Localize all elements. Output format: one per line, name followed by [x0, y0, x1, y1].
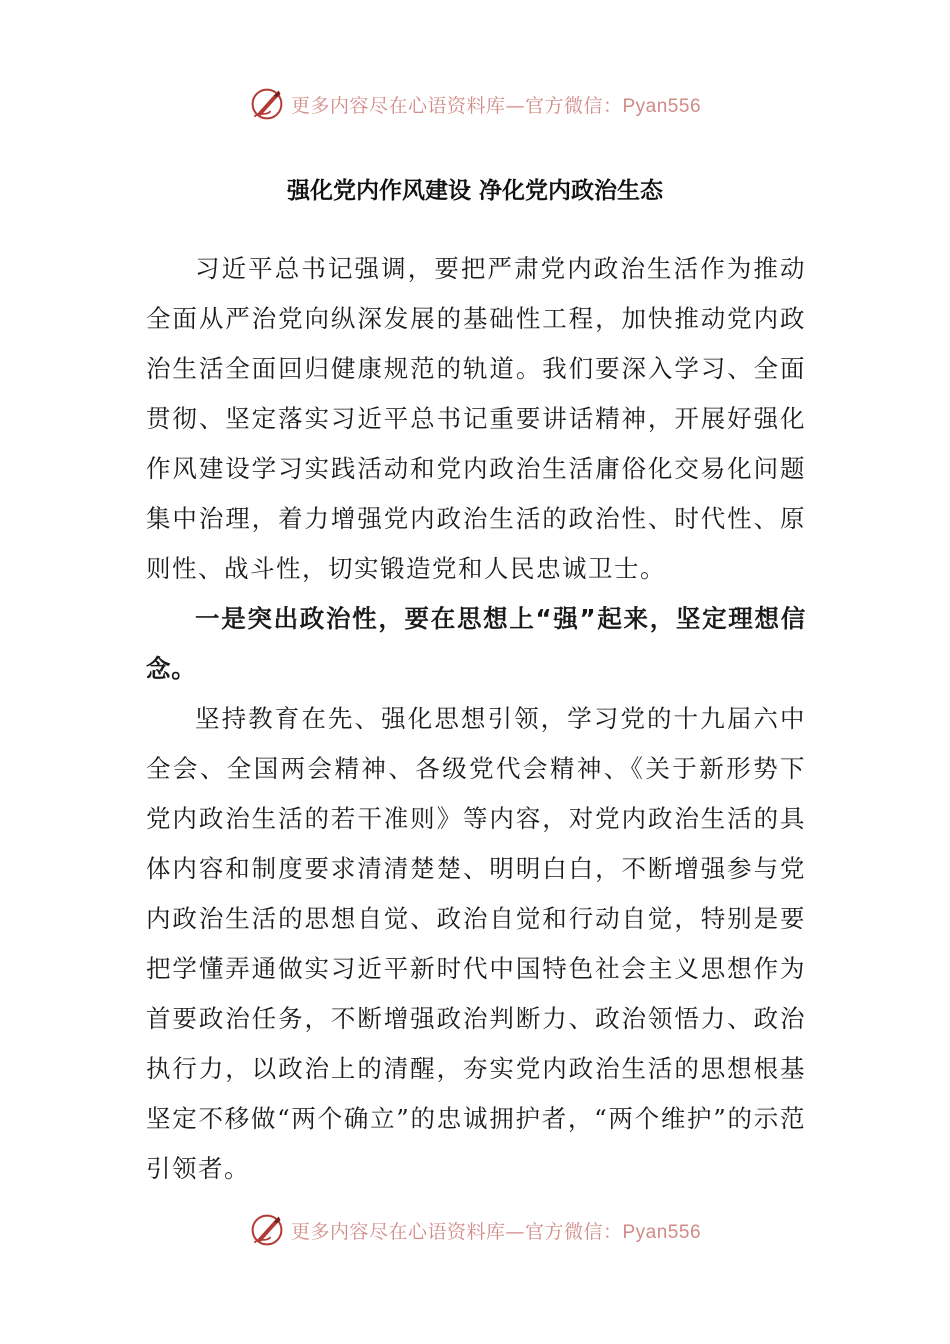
- banner-text: 更多内容尽在心语资料库—官方微信：Pyan556: [290, 94, 702, 117]
- footer-watermark-banner: [0, 1210, 950, 1250]
- header-watermark-banner: [0, 84, 950, 124]
- pen-logo-icon: [249, 86, 285, 122]
- intro-paragraph: 习近平总书记强调，要把严肃党内政治生活作为推动全面从严治党向纵深发展的基础性工程，加快推动党内政治生活全面回归健康规范的轨道。我们要深入学习、全面贯彻、坚定落实习近平总书记重要讲话精神，开展好强化作风建设学习实践活动和党内政治生活庸俗化交易化问题集中治理，着力增强党内政治生活的政治性、时代性、原则性、战斗性，切实锻造党和人民忠诚卫士。: [146, 254, 806, 583]
- document-body: [146, 244, 806, 1194]
- section-heading-1: 一是突出政治性，要在思想上“强”起来，坚定理想信念。: [146, 604, 806, 683]
- banner-text: 更多内容尽在心语资料库—官方微信：Pyan556: [290, 1220, 702, 1243]
- pen-logo-icon: [249, 1212, 285, 1248]
- section-paragraph-1: 坚持教育在先、强化思想引领，学习党的十九届六中全会、全国两会精神、各级党代会精神、《关于新形势下党内政治生活的若干准则》等内容，对党内政治生活的具体内容和制度要求清清楚楚、明明白白，不断增强参与党内政治生活的思想自觉、政治自觉和行动自觉，特别是要把学懂弄通做实习近平新时代中国特色社会主义思想作为首要政治任务，不断增强政治判断力、政治领悟力、政治执行力，以政治上的清醒，夯实党内政治生活的思想根基坚定不移做“两个确立”的忠诚拥护者，“两个维护”的示范引领者。: [146, 704, 806, 1183]
- document-title: 强化党内作风建设 净化党内政治生态: [286, 178, 663, 204]
